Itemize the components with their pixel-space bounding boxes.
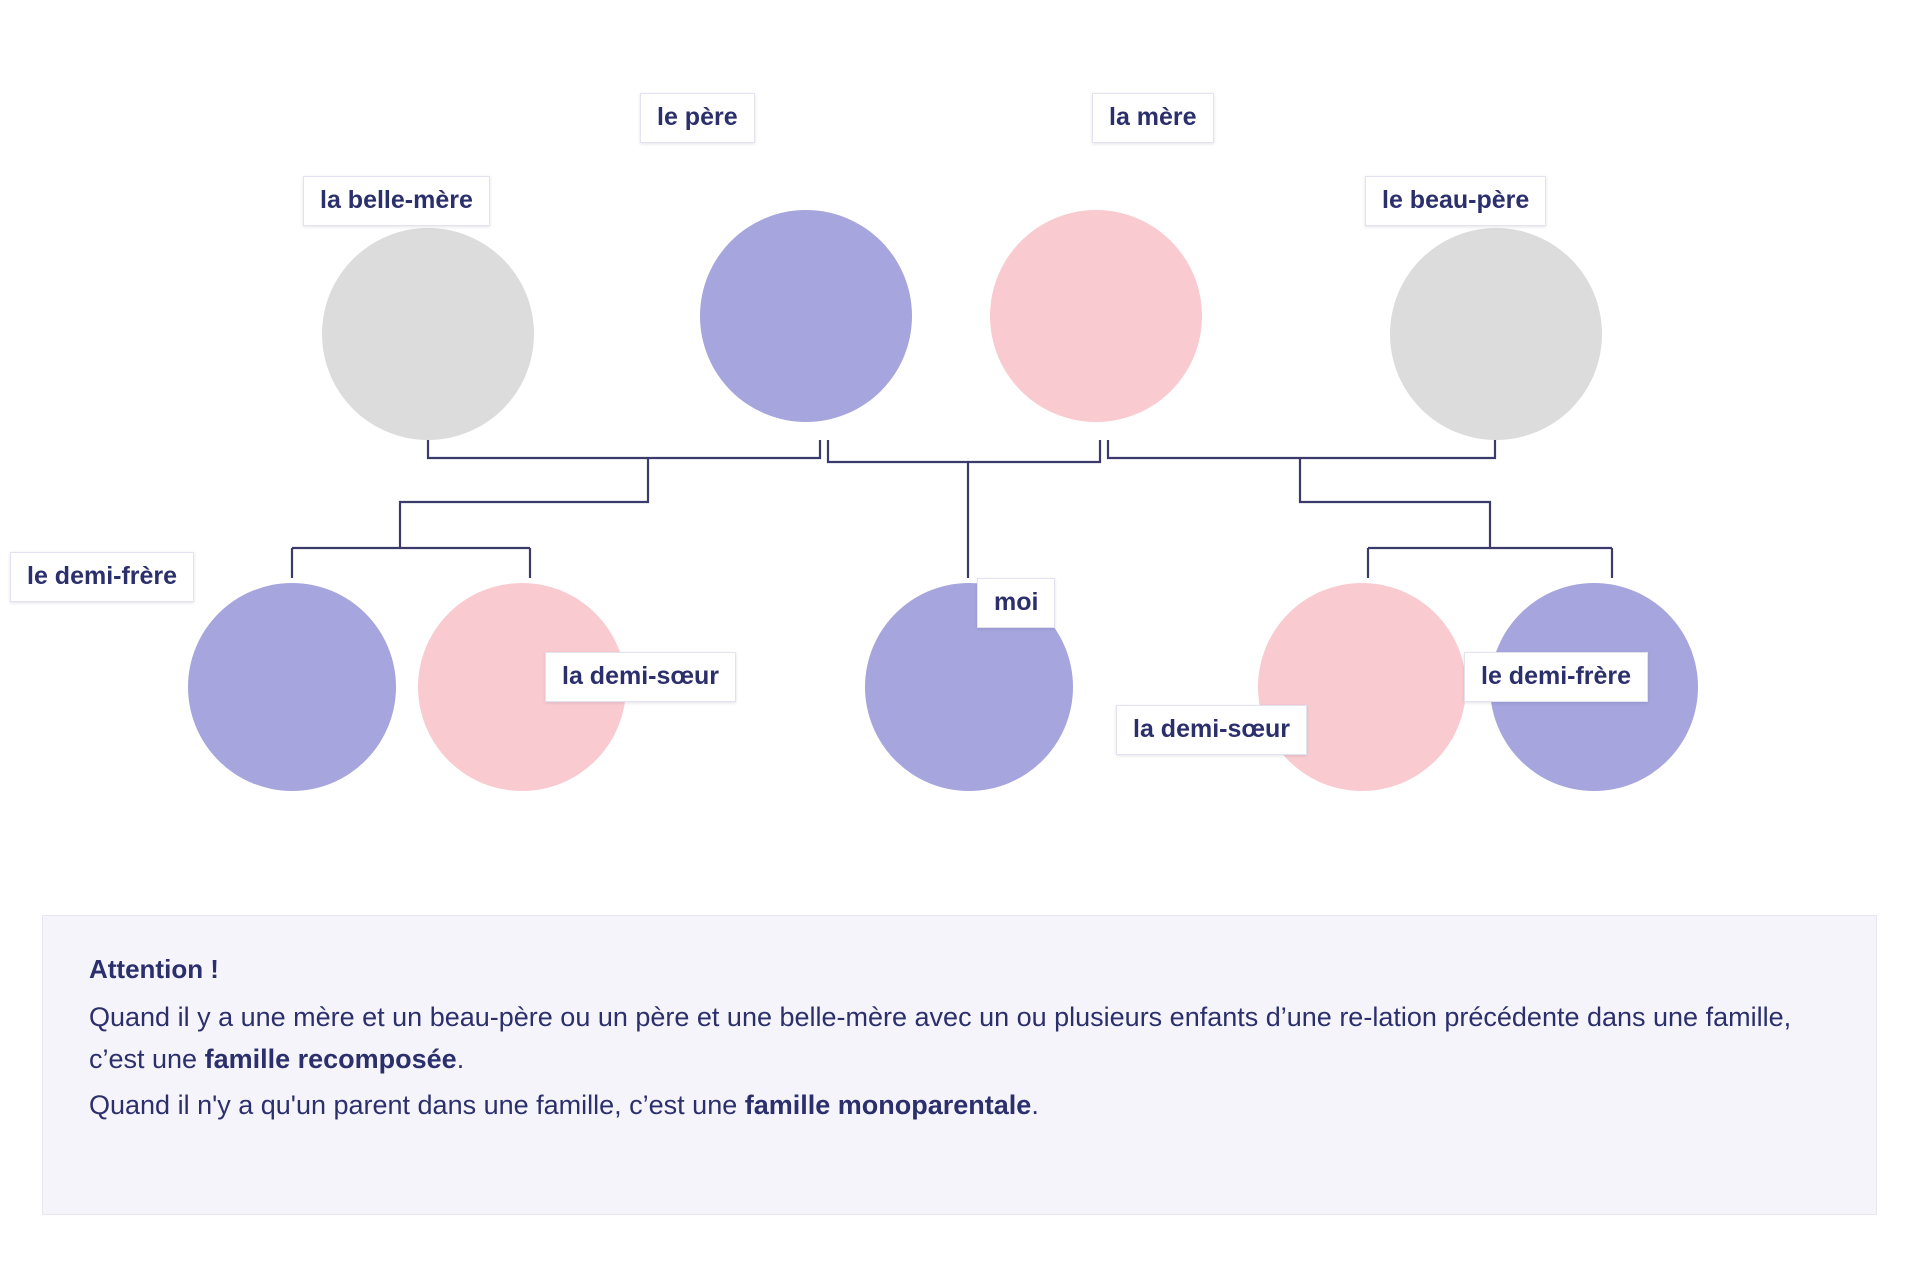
note-paragraph-2 [89, 1085, 1830, 1127]
label-demi-soeur-1: la demi-sœur [545, 652, 736, 702]
label-demi-soeur-2: la demi-sœur [1116, 705, 1307, 755]
attention-note [42, 915, 1877, 1215]
note-p1-bold: famille recomposée [204, 1043, 457, 1074]
person-circle-demi-soeur-2 [1258, 583, 1466, 791]
label-demi-frere-1: le demi-frère [10, 552, 194, 602]
person-circle-belle-mere [322, 228, 534, 440]
label-pere: le père [640, 93, 755, 143]
note-p2-bold: famille monoparentale [744, 1089, 1032, 1120]
label-demi-frere-2: le demi-frère [1464, 652, 1648, 702]
note-p1-end: . [456, 1043, 465, 1074]
note-p2-text: Quand il n'y a qu'un parent dans une famille, c’est une [89, 1089, 745, 1120]
label-moi: moi [977, 578, 1055, 628]
label-mere: la mère [1092, 93, 1214, 143]
person-circle-beau-pere [1390, 228, 1602, 440]
note-paragraph-1 [89, 997, 1830, 1081]
person-circle-demi-frere-1 [188, 583, 396, 791]
note-p1-text: Quand il y a une mère et un beau-père ou un père et une belle-mère avec un ou plusieurs enfants d’une re-lation précédente dans une famille, c’est une [89, 1002, 1792, 1074]
person-circle-pere [700, 210, 912, 422]
label-beau-pere: le beau-père [1365, 176, 1546, 226]
note-p2-end: . [1031, 1089, 1039, 1120]
note-title: Attention ! [89, 954, 219, 984]
person-circle-mere [990, 210, 1202, 422]
label-belle-mere: la belle-mère [303, 176, 490, 226]
